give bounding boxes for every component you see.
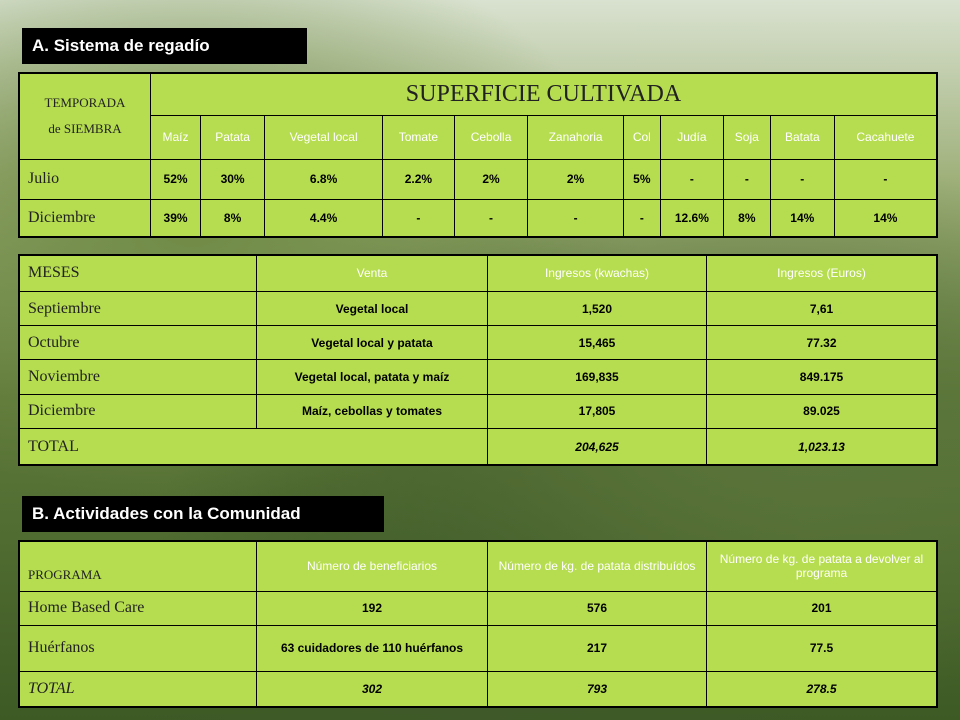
table-title: SUPERFICIE CULTIVADA	[151, 73, 938, 115]
table-cell: 2%	[528, 159, 623, 199]
table-cell: 63 cuidadores de 110 huérfanos	[257, 625, 488, 671]
table-cell: -	[834, 159, 937, 199]
table-cell: -	[528, 199, 623, 237]
row-label: Diciembre	[19, 394, 257, 428]
row-label: Octubre	[19, 326, 257, 360]
cultivated-area-table	[18, 72, 938, 238]
crop-header: Vegetal local	[265, 115, 383, 159]
table-cell: 14%	[834, 199, 937, 237]
crop-header: Cacahuete	[834, 115, 937, 159]
column-header: Número de kg. de patata distribuídos	[488, 541, 707, 591]
table-cell: 17,805	[488, 394, 707, 428]
table-cell: 576	[488, 591, 707, 625]
total-label: TOTAL	[19, 671, 257, 707]
table-cell: 169,835	[488, 360, 707, 394]
total-cell: 1,023.13	[707, 429, 938, 465]
table-cell: 201	[707, 591, 938, 625]
table-cell: -	[770, 159, 834, 199]
crop-header: Judía	[660, 115, 723, 159]
table-cell: 39%	[151, 199, 201, 237]
season-header: TEMPORADA de SIEMBRA	[19, 73, 151, 159]
crop-header: Patata	[201, 115, 265, 159]
column-header: Ingresos (Euros)	[707, 255, 938, 291]
table-cell: Maíz, cebollas y tomates	[257, 394, 488, 428]
table-cell: 89.025	[707, 394, 938, 428]
table-cell: 2%	[454, 159, 528, 199]
column-header: Número de beneficiarios	[257, 541, 488, 591]
section-a-label: A. Sistema de regadío	[22, 28, 307, 64]
total-cell: 204,625	[488, 429, 707, 465]
table-cell: -	[660, 159, 723, 199]
total-cell: 793	[488, 671, 707, 707]
table-cell: 52%	[151, 159, 201, 199]
section-b-label: B. Actividades con la Comunidad	[22, 496, 384, 532]
table-cell: 8%	[723, 199, 770, 237]
crop-header: Batata	[770, 115, 834, 159]
crop-header: Tomate	[383, 115, 455, 159]
table-cell: Vegetal local y patata	[257, 326, 488, 360]
table-cell: 15,465	[488, 326, 707, 360]
table-cell: 2.2%	[383, 159, 455, 199]
table-cell: 8%	[201, 199, 265, 237]
table-cell: 30%	[201, 159, 265, 199]
table-cell: 1,520	[488, 291, 707, 325]
crop-header: Soja	[723, 115, 770, 159]
table-cell: -	[723, 159, 770, 199]
total-label: TOTAL	[19, 429, 488, 465]
total-cell: 302	[257, 671, 488, 707]
crop-header: Zanahoria	[528, 115, 623, 159]
months-header: MESES	[19, 255, 257, 291]
row-label: Huérfanos	[19, 625, 257, 671]
table-cell: Vegetal local	[257, 291, 488, 325]
sales-table	[18, 254, 938, 466]
row-label: Home Based Care	[19, 591, 257, 625]
table-cell: 4.4%	[265, 199, 383, 237]
table-cell: -	[623, 199, 660, 237]
table-cell: -	[454, 199, 528, 237]
column-header: Número de kg. de patata a devolver al programa	[707, 541, 938, 591]
table-cell: 14%	[770, 199, 834, 237]
table-cell: 7,61	[707, 291, 938, 325]
table-cell: 6.8%	[265, 159, 383, 199]
table-cell: 849.175	[707, 360, 938, 394]
crop-header: Maíz	[151, 115, 201, 159]
crop-header: Cebolla	[454, 115, 528, 159]
table-cell: 77.32	[707, 326, 938, 360]
column-header: Ingresos (kwachas)	[488, 255, 707, 291]
program-header: PROGRAMA	[19, 541, 257, 591]
total-cell: 278.5	[707, 671, 938, 707]
table-cell: 12.6%	[660, 199, 723, 237]
table-cell: 192	[257, 591, 488, 625]
row-label: Noviembre	[19, 360, 257, 394]
table-cell: 217	[488, 625, 707, 671]
table-cell: 77.5	[707, 625, 938, 671]
table-cell: Vegetal local, patata y maíz	[257, 360, 488, 394]
row-label: Julio	[19, 159, 151, 199]
table-cell: -	[383, 199, 455, 237]
row-label: Diciembre	[19, 199, 151, 237]
row-label: Septiembre	[19, 291, 257, 325]
column-header: Venta	[257, 255, 488, 291]
crop-header: Col	[623, 115, 660, 159]
table-cell: 5%	[623, 159, 660, 199]
community-table	[18, 540, 938, 708]
